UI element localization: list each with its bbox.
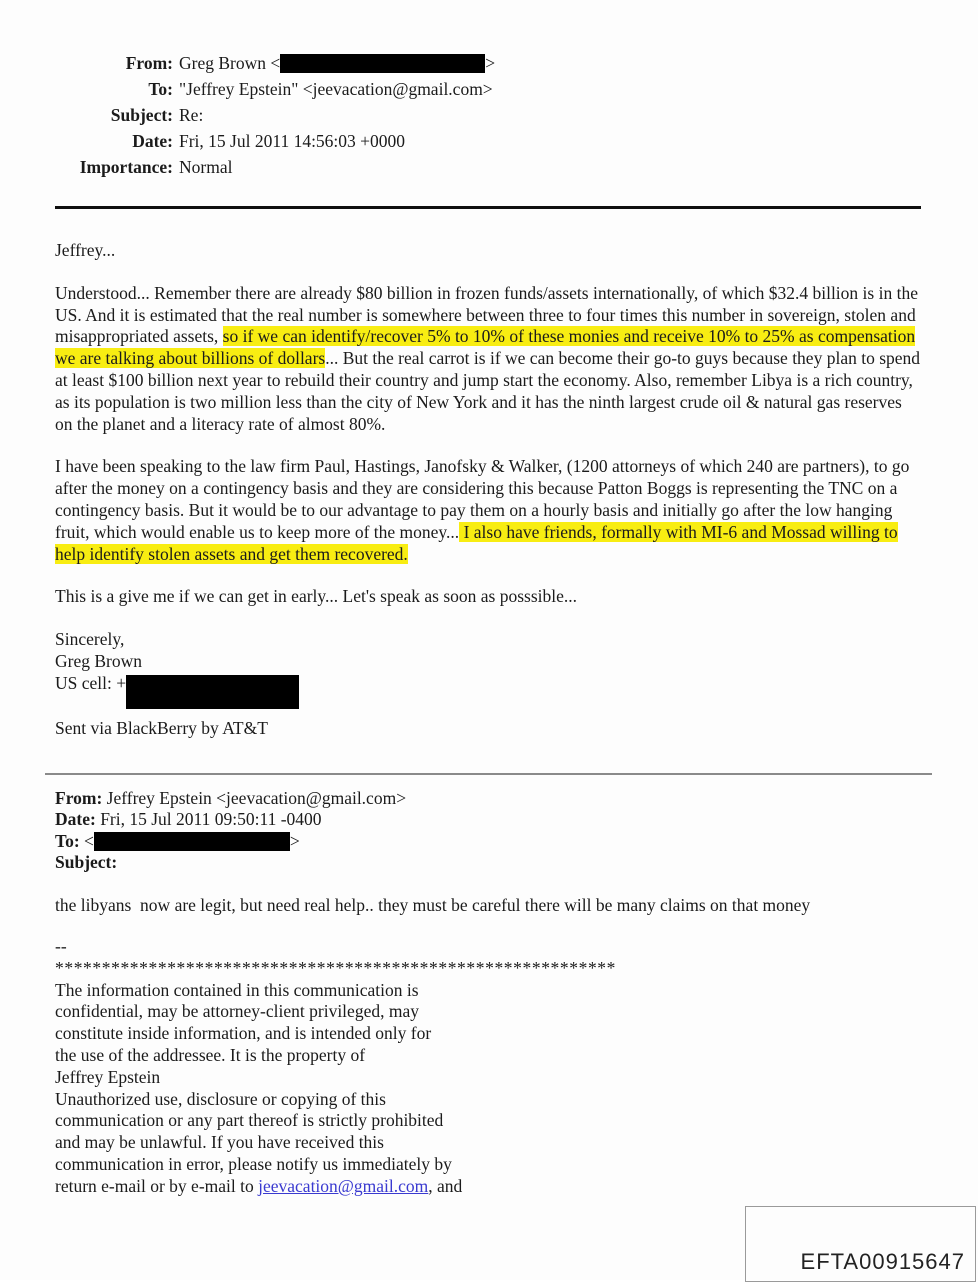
bates-stamp-box xyxy=(745,1206,976,1282)
bates-number: EFTA00915647 xyxy=(800,1249,965,1274)
subject-label: Subject: xyxy=(55,852,118,873)
paragraph-3: This is a give me if we can get in early... Let's speak as soon as posssible... xyxy=(55,586,578,607)
email1-header xyxy=(40,50,495,180)
disclaimer-line: The information contained in this communication is xyxy=(55,979,419,1000)
signature-closing: Sincerely, xyxy=(55,629,125,650)
email2-quoted xyxy=(55,788,935,1198)
to-close-bracket: > xyxy=(289,830,300,851)
from-close-bracket: > xyxy=(485,53,496,73)
email1-subject-row xyxy=(40,102,495,128)
signature-separator: -- xyxy=(55,936,67,957)
paragraph-1-text: Understood... Remember there are already $80 billion in frozen funds/assets internationally, of which $32.4 billion is in the US. And it is estimated that the real number is somewhere between three to four times this number in sovereign, stolen and misappropriated assets, xyxy=(55,282,918,347)
paragraph-1 xyxy=(55,283,923,436)
confidentiality-disclaimer xyxy=(55,980,935,1198)
email1-body xyxy=(55,240,923,761)
from-value xyxy=(179,50,495,76)
date-value: Fri, 15 Jul 2011 09:50:11 -0400 xyxy=(95,809,322,830)
signature-cell-line xyxy=(55,673,923,709)
disclaimer-last-line xyxy=(55,1176,935,1198)
subject-label: Subject: xyxy=(110,105,173,125)
date-value: Fri, 15 Jul 2011 14:56:03 +0000 xyxy=(179,131,406,151)
redaction-box xyxy=(126,675,299,709)
importance-value: Normal xyxy=(179,157,233,177)
disclaimer-line: confidential, may be attorney-client privileged, may xyxy=(55,1001,419,1022)
subject-value: Re: xyxy=(179,105,204,125)
paragraph-2 xyxy=(55,456,923,565)
header-separator-rule xyxy=(55,206,921,209)
date-label: Date: xyxy=(132,131,173,151)
from-value: Jeffrey Epstein <jeevacation@gmail.com> xyxy=(102,788,407,808)
date-label: Date: xyxy=(55,809,96,830)
to-label: To: xyxy=(148,79,173,99)
email2-subject-row xyxy=(55,852,935,873)
to-label: To: xyxy=(55,830,80,851)
disclaimer-line: Unauthorized use, disclosure or copying of this xyxy=(55,1088,386,1109)
disclaimer-line: and may be unlawful. If you have received this xyxy=(55,1132,384,1153)
to-open-bracket: < xyxy=(79,830,94,851)
to-value: "Jeffrey Epstein" <jeevacation@gmail.com> xyxy=(179,79,493,99)
redaction-box xyxy=(94,832,290,851)
disclaimer-line: the use of the addressee. It is the property of xyxy=(55,1045,366,1066)
email2-date-row xyxy=(55,809,935,830)
email-address-link[interactable]: jeevacation@gmail.com xyxy=(258,1175,429,1196)
redaction-box xyxy=(280,54,485,73)
email2-to-row xyxy=(55,831,935,852)
disclaimer-line: communication in error, please notify us immediately by xyxy=(55,1154,452,1174)
email1-importance-row xyxy=(40,154,495,180)
disclaimer-line: Jeffrey Epstein xyxy=(55,1066,161,1087)
sent-via-line: Sent via BlackBerry by AT&T xyxy=(55,717,268,738)
email2-from-row xyxy=(55,788,935,809)
highlighted-text-1: so if we can identify/recover 5% to 10% of these monies and receive 10% to 25% as compensation we are talking about billions of dollars xyxy=(55,326,916,369)
paragraph-1-text-after: ... But the real carrot is if we can become their go-to guys because they plan to spend at least $100 billion next year to rebuild their country and jump start the economy. Also, remember Libya is a rich country, as its population is two million less than the city of New York and it has the ninth largest crude oil & natural gas reserves on the planet and a literacy rate of almost 80%. xyxy=(55,348,921,434)
email1-date-row xyxy=(40,128,495,154)
from-name: Greg Brown < xyxy=(179,53,281,73)
highlighted-text-2: I also have friends, formally with MI-6 and Mossad willing to help identify stolen assets and get them recovered. xyxy=(55,521,898,564)
disclaimer-text-after: , and xyxy=(428,1175,463,1196)
disclaimer-text: return e-mail or by e-mail to xyxy=(55,1175,259,1196)
paragraph-2-text: I have been speaking to the law firm Paul, Hastings, Janofsky & Walker, (1200 attorneys of which 240 are partners), to go after the money on a contingency basis and they are considering this because Patton Boggs is representing the TNC on a contingency basis. But it would be to our advantage to pay them on a hourly basis and initially go after the low hanging fruit, which would enable us to keep more of the money... xyxy=(55,456,910,542)
greeting: Jeffrey... xyxy=(55,240,116,260)
from-label: From: xyxy=(55,788,103,808)
email1-from-row xyxy=(40,50,495,76)
signature-name: Greg Brown xyxy=(55,650,142,671)
from-label: From: xyxy=(125,53,173,73)
disclaimer-line: communication or any part thereof is strictly prohibited xyxy=(55,1110,444,1131)
asterisk-divider: ************************************************************ xyxy=(55,957,616,978)
cell-prefix: US cell: + xyxy=(55,672,127,693)
quoted-email-separator-rule xyxy=(45,773,932,775)
email1-to-row xyxy=(40,76,495,102)
email2-body: the libyans now are legit, but need real help.. they must be careful there will be many claims on that money xyxy=(55,894,811,915)
disclaimer-line: constitute inside information, and is intended only for xyxy=(55,1023,432,1044)
importance-label: Importance: xyxy=(79,157,173,177)
